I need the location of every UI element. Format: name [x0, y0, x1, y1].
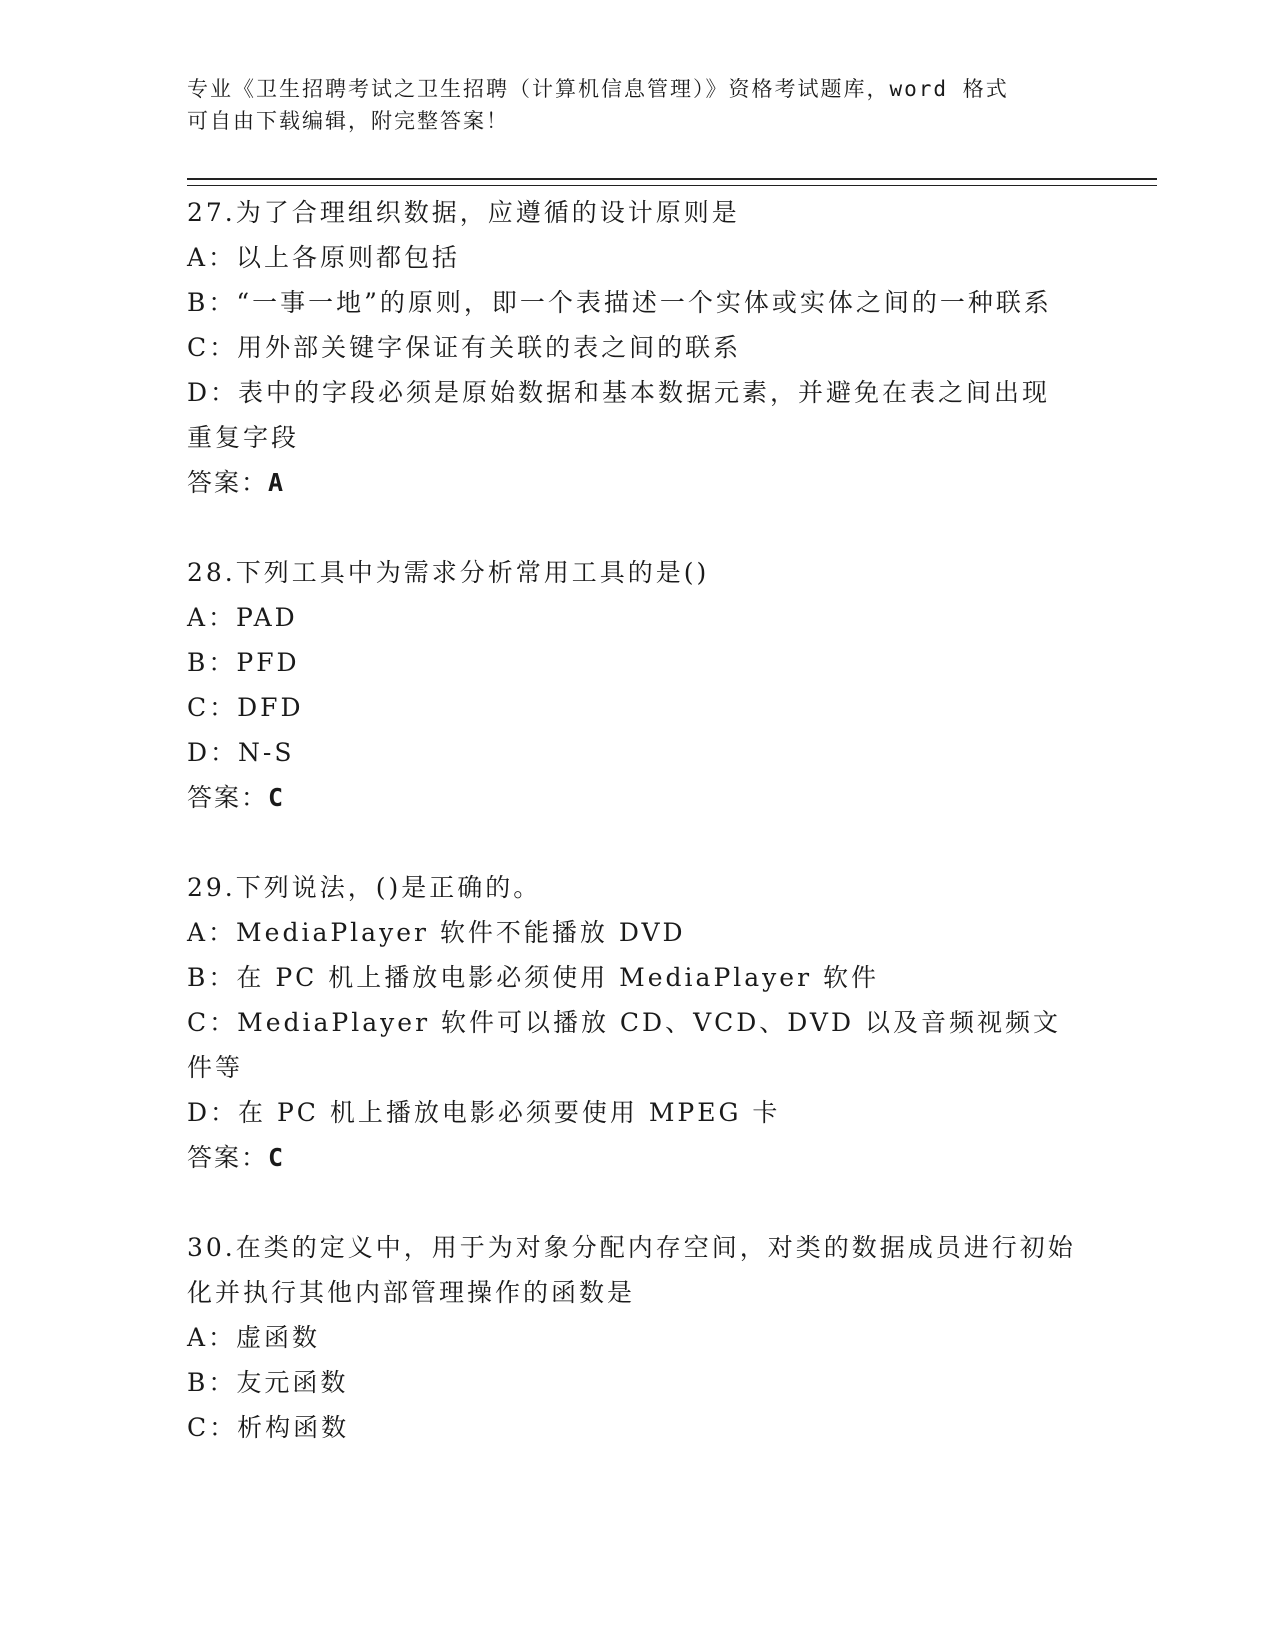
option-c: C：用外部关键字保证有关联的表之间的联系 [187, 333, 742, 362]
option-a: A：PAD [187, 603, 298, 632]
option-d: D：表中的字段必须是原始数据和基本数据元素，并避免在表之间出现重复字段 [187, 378, 1051, 452]
answer-label: 答案： [187, 783, 269, 812]
option-a: A：虚函数 [187, 1323, 321, 1352]
option-d: D：N-S [187, 738, 295, 767]
option-a: A：MediaPlayer 软件不能播放 DVD [187, 918, 686, 947]
question-28 [187, 550, 1087, 820]
option-c: C：析构函数 [187, 1413, 350, 1442]
page-header [187, 73, 1067, 137]
option-a: A：以上各原则都包括 [187, 243, 461, 272]
option-b: B：PFD [187, 648, 300, 677]
question-title: 29.下列说法，()是正确的。 [187, 873, 542, 902]
header-line-1: 专业《卫生招聘考试之卫生招聘（计算机信息管理）》资格考试题库，word 格式 [187, 77, 1009, 101]
answer-value: C [268, 1143, 286, 1172]
header-line-2: 可自由下载编辑，附完整答案！ [187, 109, 509, 133]
question-title: 27.为了合理组织数据，应遵循的设计原则是 [187, 198, 740, 227]
option-b: B：在 PC 机上播放电影必须使用 MediaPlayer 软件 [187, 963, 879, 992]
answer-line [187, 775, 1087, 820]
answer-label: 答案： [187, 1143, 269, 1172]
option-c: C：DFD [187, 693, 304, 722]
header-divider [187, 178, 1157, 186]
question-list [187, 190, 1087, 1450]
question-29 [187, 865, 1087, 1180]
answer-line [187, 460, 1087, 505]
option-c: C：MediaPlayer 软件可以播放 CD、VCD、DVD 以及音频视频文件等 [187, 1008, 1061, 1082]
option-b: B：友元函数 [187, 1368, 349, 1397]
question-30 [187, 1225, 1087, 1450]
answer-value: C [268, 783, 286, 812]
question-title: 28.下列工具中为需求分析常用工具的是() [187, 558, 710, 587]
option-d: D：在 PC 机上播放电影必须要使用 MPEG 卡 [187, 1098, 781, 1127]
question-27 [187, 190, 1087, 505]
answer-line [187, 1135, 1087, 1180]
answer-label: 答案： [187, 468, 269, 497]
answer-value: A [268, 468, 286, 497]
option-b: B：“一事一地”的原则，即一个表描述一个实体或实体之间的一种联系 [187, 288, 1052, 317]
question-title: 30.在类的定义中，用于为对象分配内存空间，对类的数据成员进行初始化并执行其他内部管理操作的函数是 [187, 1233, 1076, 1307]
